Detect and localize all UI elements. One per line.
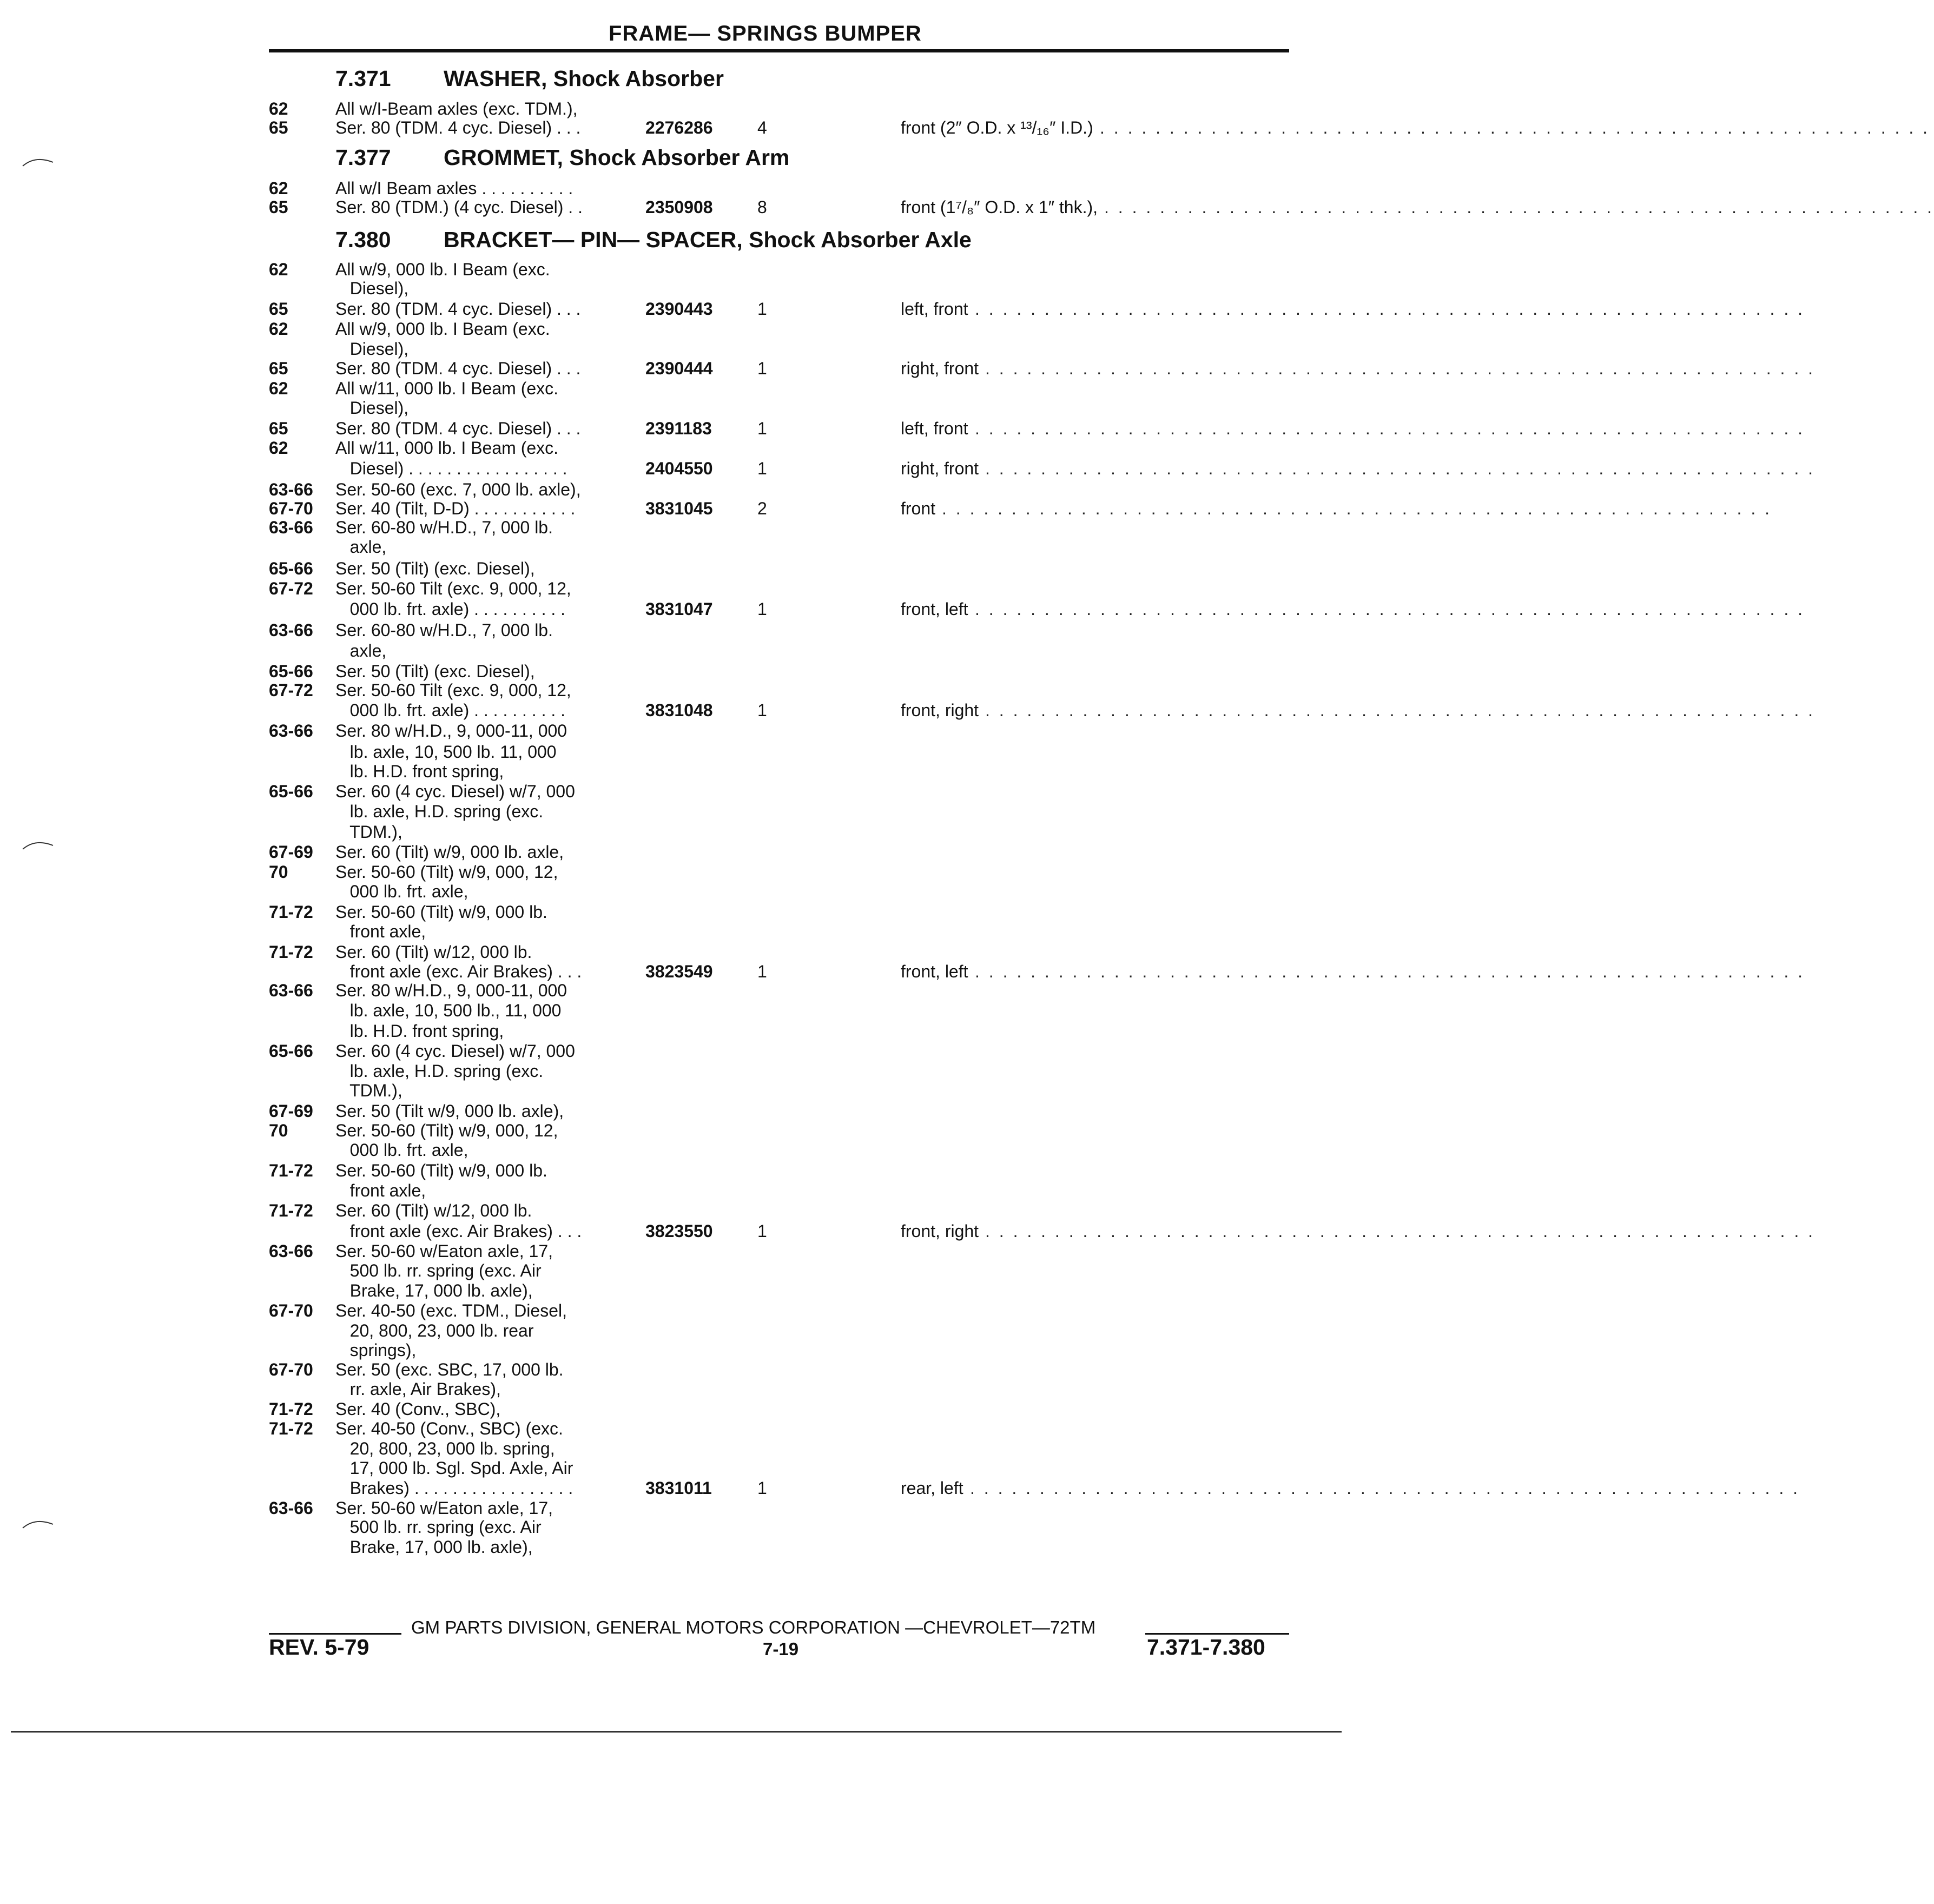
application-description: lb. H.D. front spring, [335,762,504,781]
part-number: 2391183 [645,419,712,438]
model-year: 71-72 [269,1419,313,1438]
quantity: 1 [757,962,767,981]
application-description: 500 lb. rr. spring (exc. Air [335,1517,542,1537]
application-description: Ser. 60 (4 cyc. Diesel) w/7, 000 [335,782,575,801]
application-description: Ser. 50-60 (exc. 7, 000 lb. axle), [335,480,581,499]
location-description: right, front [901,359,979,378]
application-description: Ser. 80 w/H.D., 9, 000-11, 000 [335,721,567,741]
application-description: Ser. 50-60 (Tilt) w/9, 000 lb. [335,1161,547,1180]
model-year: 63-66 [269,518,313,537]
application-description: Ser. 60-80 w/H.D., 7, 000 lb. [335,518,553,537]
application-description: Ser. 80 (TDM. 4 cyc. Diesel) . . . [335,299,581,319]
part-number: 2276286 [645,118,713,137]
model-year: 63-66 [269,480,313,499]
application-description: Brake, 17, 000 lb. axle), [335,1281,533,1300]
section-title: WASHER, Shock Absorber [444,66,724,91]
quantity: 1 [757,1478,767,1498]
part-number: 3831011 [645,1478,712,1498]
section-heading [335,227,972,253]
application-description: Ser. 60-80 w/H.D., 7, 000 lb. [335,620,553,640]
dot-leader: . . . . . . . . . . . . . . . . . . . . . . . . . . . . . . . . . . . . . . . . . . . . . . . . . . . . . . . . . . . . [942,499,1772,518]
page-header-title: FRAME— SPRINGS BUMPER [609,22,922,45]
model-year: 62 [269,260,288,279]
application-description: 500 lb. rr. spring (exc. Air [335,1261,542,1280]
dot-leader: . . . . . . . . . . . . . . . . . . . . . . . . . . . . . . . . . . . . . . . . . . . . . . . . . . . . . . . . . . . . [975,299,1805,319]
application-description: All w/11, 000 lb. I Beam (exc. [335,379,559,398]
section-title: BRACKET— PIN— SPACER, Shock Absorber Axle [444,227,972,252]
application-description: Ser. 50-60 Tilt (exc. 9, 000, 12, [335,579,571,598]
model-year: 62 [269,319,288,339]
application-description: Ser. 50-60 (Tilt) w/9, 000 lb. [335,902,547,922]
section-number: 7.377 [335,145,391,170]
section-heading [335,66,724,91]
application-description: 20, 800, 23, 000 lb. spring, [335,1439,555,1458]
application-description: All w/11, 000 lb. I Beam (exc. [335,438,559,458]
model-year: 67-69 [269,842,313,862]
application-description: TDM.), [335,1081,402,1100]
location-description: front, left [901,962,968,981]
application-description: front axle, [335,922,426,941]
model-year: 65-66 [269,782,313,801]
scan-bottom-rule [11,1731,1342,1733]
section-number: 7.371 [335,66,391,91]
application-description: All w/9, 000 lb. I Beam (exc. [335,260,550,279]
model-year: 67-70 [269,1301,313,1320]
application-description: Brake, 17, 000 lb. axle), [335,1537,533,1557]
application-description: All w/I-Beam axles (exc. TDM.), [335,99,578,118]
footer-corporation: GM PARTS DIVISION, GENERAL MOTORS CORPORATION —CHEVROLET—72TM [411,1617,1096,1637]
application-description: lb. axle, 10, 500 lb. 11, 000 [335,742,557,762]
application-description: Diesel), [335,339,409,359]
model-year: 71-72 [269,942,313,962]
application-description: Ser. 50 (Tilt w/9, 000 lb. axle), [335,1101,564,1121]
part-number: 2350908 [645,197,713,217]
part-number: 3831048 [645,700,713,720]
application-description: Ser. 50 (Tilt) (exc. Diesel), [335,559,535,578]
quantity: 1 [757,1221,767,1241]
footer-revision: REV. 5-79 [269,1635,369,1660]
application-description: 20, 800, 23, 000 lb. rear [335,1321,534,1340]
model-year: 67-69 [269,1101,313,1121]
application-description: Ser. 50-60 w/Eaton axle, 17, [335,1498,553,1518]
model-year: 62 [269,178,288,198]
model-year: 71-72 [269,1399,313,1419]
application-description: 000 lb. frt. axle) . . . . . . . . . . [335,700,566,720]
application-description: front axle, [335,1181,426,1200]
dot-leader: . . . . . . . . . . . . . . . . . . . . . . . . . . . . . . . . . . . . . . . . . . . . . . . . . . . . . . . . . . . . [1104,197,1934,217]
part-number: 3831047 [645,599,713,619]
model-year: 65-66 [269,559,313,578]
model-year: 65 [269,197,288,217]
footer-section-range: 7.371-7.380 [1147,1635,1265,1660]
dot-leader: . . . . . . . . . . . . . . . . . . . . . . . . . . . . . . . . . . . . . . . . . . . . . . . . . . . . . . . . . . . . [975,419,1805,438]
application-description: All w/I Beam axles . . . . . . . . . . [335,178,573,198]
location-description: front (2″ O.D. x ¹³/₁₆″ I.D.) [901,118,1093,137]
dot-leader: . . . . . . . . . . . . . . . . . . . . . . . . . . . . . . . . . . . . . . . . . . . . . . . . . . . . . . . . . . . . [975,962,1805,981]
model-year: 67-72 [269,680,313,700]
model-year: 62 [269,99,288,118]
location-description: front, left [901,599,968,619]
application-description: springs), [335,1340,417,1360]
model-year: 70 [269,1121,288,1140]
location-description: right, front [901,459,979,478]
quantity: 1 [757,419,767,438]
model-year: 62 [269,379,288,398]
location-description: front, right [901,700,979,720]
application-description: Ser. 60 (Tilt) w/12, 000 lb. [335,942,532,962]
model-year: 71-72 [269,902,313,922]
part-number: 2404550 [645,459,713,478]
dot-leader: . . . . . . . . . . . . . . . . . . . . . . . . . . . . . . . . . . . . . . . . . . . . . . . . . . . . . . . . . . . . [985,700,1815,720]
application-description: front axle (exc. Air Brakes) . . . [335,1221,582,1241]
quantity: 4 [757,118,767,137]
header-rule [269,49,1289,52]
location-description: left, front [901,299,968,319]
application-description: All w/9, 000 lb. I Beam (exc. [335,319,550,339]
model-year: 63-66 [269,1498,313,1518]
application-description: Ser. 50 (Tilt) (exc. Diesel), [335,662,535,681]
application-description: lb. axle, 10, 500 lb., 11, 000 [335,1001,562,1020]
model-year: 65 [269,419,288,438]
application-description: 17, 000 lb. Sgl. Spd. Axle, Air [335,1458,573,1478]
dot-leader: . . . . . . . . . . . . . . . . . . . . . . . . . . . . . . . . . . . . . . . . . . . . . . . . . . . . . . . . . . . . [985,1221,1815,1241]
margin-punch-mark [22,153,54,169]
model-year: 71-72 [269,1201,313,1220]
part-number: 3831045 [645,499,713,518]
application-description: lb. axle, H.D. spring (exc. [335,802,544,821]
application-description: Ser. 50-60 (Tilt) w/9, 000, 12, [335,862,558,882]
dot-leader: . . . . . . . . . . . . . . . . . . . . . . . . . . . . . . . . . . . . . . . . . . . . . . . . . . . . . . . . . . . . [975,599,1805,619]
section-number: 7.380 [335,227,391,252]
application-description: Diesel), [335,398,409,418]
model-year: 63-66 [269,721,313,741]
application-description: Ser. 50 (exc. SBC, 17, 000 lb. [335,1360,564,1379]
application-description: axle, [335,641,387,660]
dot-leader: . . . . . . . . . . . . . . . . . . . . . . . . . . . . . . . . . . . . . . . . . . . . . . . . . . . . . . . . . . . . [970,1478,1800,1498]
model-year: 65 [269,118,288,137]
model-year: 67-70 [269,1360,313,1379]
location-description: front [901,499,936,518]
part-number: 2390444 [645,359,713,378]
location-description: left, front [901,419,968,438]
section-heading [335,145,789,170]
model-year: 71-72 [269,1161,313,1180]
model-year: 63-66 [269,981,313,1000]
model-year: 63-66 [269,620,313,640]
margin-punch-mark [22,1515,54,1531]
application-description: Brakes) . . . . . . . . . . . . . . . . . [335,1478,573,1498]
dot-leader: . . . . . . . . . . . . . . . . . . . . . . . . . . . . . . . . . . . . . . . . . . . . . . . . . . . . . . . . . . . . [1100,118,1930,137]
model-year: 70 [269,862,288,882]
application-description: Ser. 40 (Conv., SBC), [335,1399,501,1419]
dot-leader: . . . . . . . . . . . . . . . . . . . . . . . . . . . . . . . . . . . . . . . . . . . . . . . . . . . . . . . . . . . . [985,459,1815,478]
location-description: rear, left [901,1478,963,1498]
application-description: TDM.), [335,822,402,842]
quantity: 2 [757,499,767,518]
application-description: rr. axle, Air Brakes), [335,1379,501,1399]
application-description: Ser. 50-60 Tilt (exc. 9, 000, 12, [335,680,571,700]
location-description: front, right [901,1221,979,1241]
model-year: 65 [269,359,288,378]
application-description: 000 lb. frt. axle, [335,882,468,901]
application-description: Ser. 80 (TDM. 4 cyc. Diesel) . . . [335,118,581,137]
application-description: Ser. 80 (TDM. 4 cyc. Diesel) . . . [335,359,581,378]
dot-leader: . . . . . . . . . . . . . . . . . . . . . . . . . . . . . . . . . . . . . . . . . . . . . . . . . . . . . . . . . . . . [985,359,1815,378]
application-description: Diesel), [335,279,409,298]
application-description: 000 lb. frt. axle, [335,1140,468,1160]
application-description: Ser. 50-60 (Tilt) w/9, 000, 12, [335,1121,558,1140]
application-description: Ser. 60 (Tilt) w/12, 000 lb. [335,1201,532,1220]
application-description: Ser. 80 (TDM.) (4 cyc. Diesel) . . [335,197,583,217]
model-year: 67-72 [269,579,313,598]
margin-punch-mark [22,836,54,852]
application-description: lb. H.D. front spring, [335,1021,504,1041]
quantity: 1 [757,459,767,478]
location-description: front (1⁷/₈″ O.D. x 1″ thk.), [901,197,1098,217]
application-description: lb. axle, H.D. spring (exc. [335,1061,544,1081]
part-number: 2390443 [645,299,713,319]
application-description: Ser. 60 (4 cyc. Diesel) w/7, 000 [335,1041,575,1061]
quantity: 1 [757,299,767,319]
section-title: GROMMET, Shock Absorber Arm [444,145,790,170]
application-description: Ser. 40 (Tilt, D-D) . . . . . . . . . . . [335,499,576,518]
application-description: Ser. 50-60 w/Eaton axle, 17, [335,1241,553,1261]
quantity: 8 [757,197,767,217]
model-year: 65-66 [269,662,313,681]
application-description: Diesel) . . . . . . . . . . . . . . . . . [335,459,567,478]
model-year: 62 [269,438,288,458]
model-year: 67-70 [269,499,313,518]
part-number: 3823549 [645,962,713,981]
model-year: 63-66 [269,1241,313,1261]
application-description: front axle (exc. Air Brakes) . . . [335,962,582,981]
application-description: Ser. 80 w/H.D., 9, 000-11, 000 [335,981,567,1000]
quantity: 1 [757,359,767,378]
footer-page-number: 7-19 [763,1639,799,1659]
application-description: Ser. 60 (Tilt) w/9, 000 lb. axle, [335,842,564,862]
quantity: 1 [757,599,767,619]
part-number: 3823550 [645,1221,713,1241]
application-description: Ser. 40-50 (exc. TDM., Diesel, [335,1301,567,1320]
application-description: Ser. 40-50 (Conv., SBC) (exc. [335,1419,563,1438]
model-year: 65-66 [269,1041,313,1061]
application-description: 000 lb. frt. axle) . . . . . . . . . . [335,599,566,619]
model-year: 65 [269,299,288,319]
application-description: Ser. 80 (TDM. 4 cyc. Diesel) . . . [335,419,581,438]
application-description: axle, [335,537,387,557]
quantity: 1 [757,700,767,720]
